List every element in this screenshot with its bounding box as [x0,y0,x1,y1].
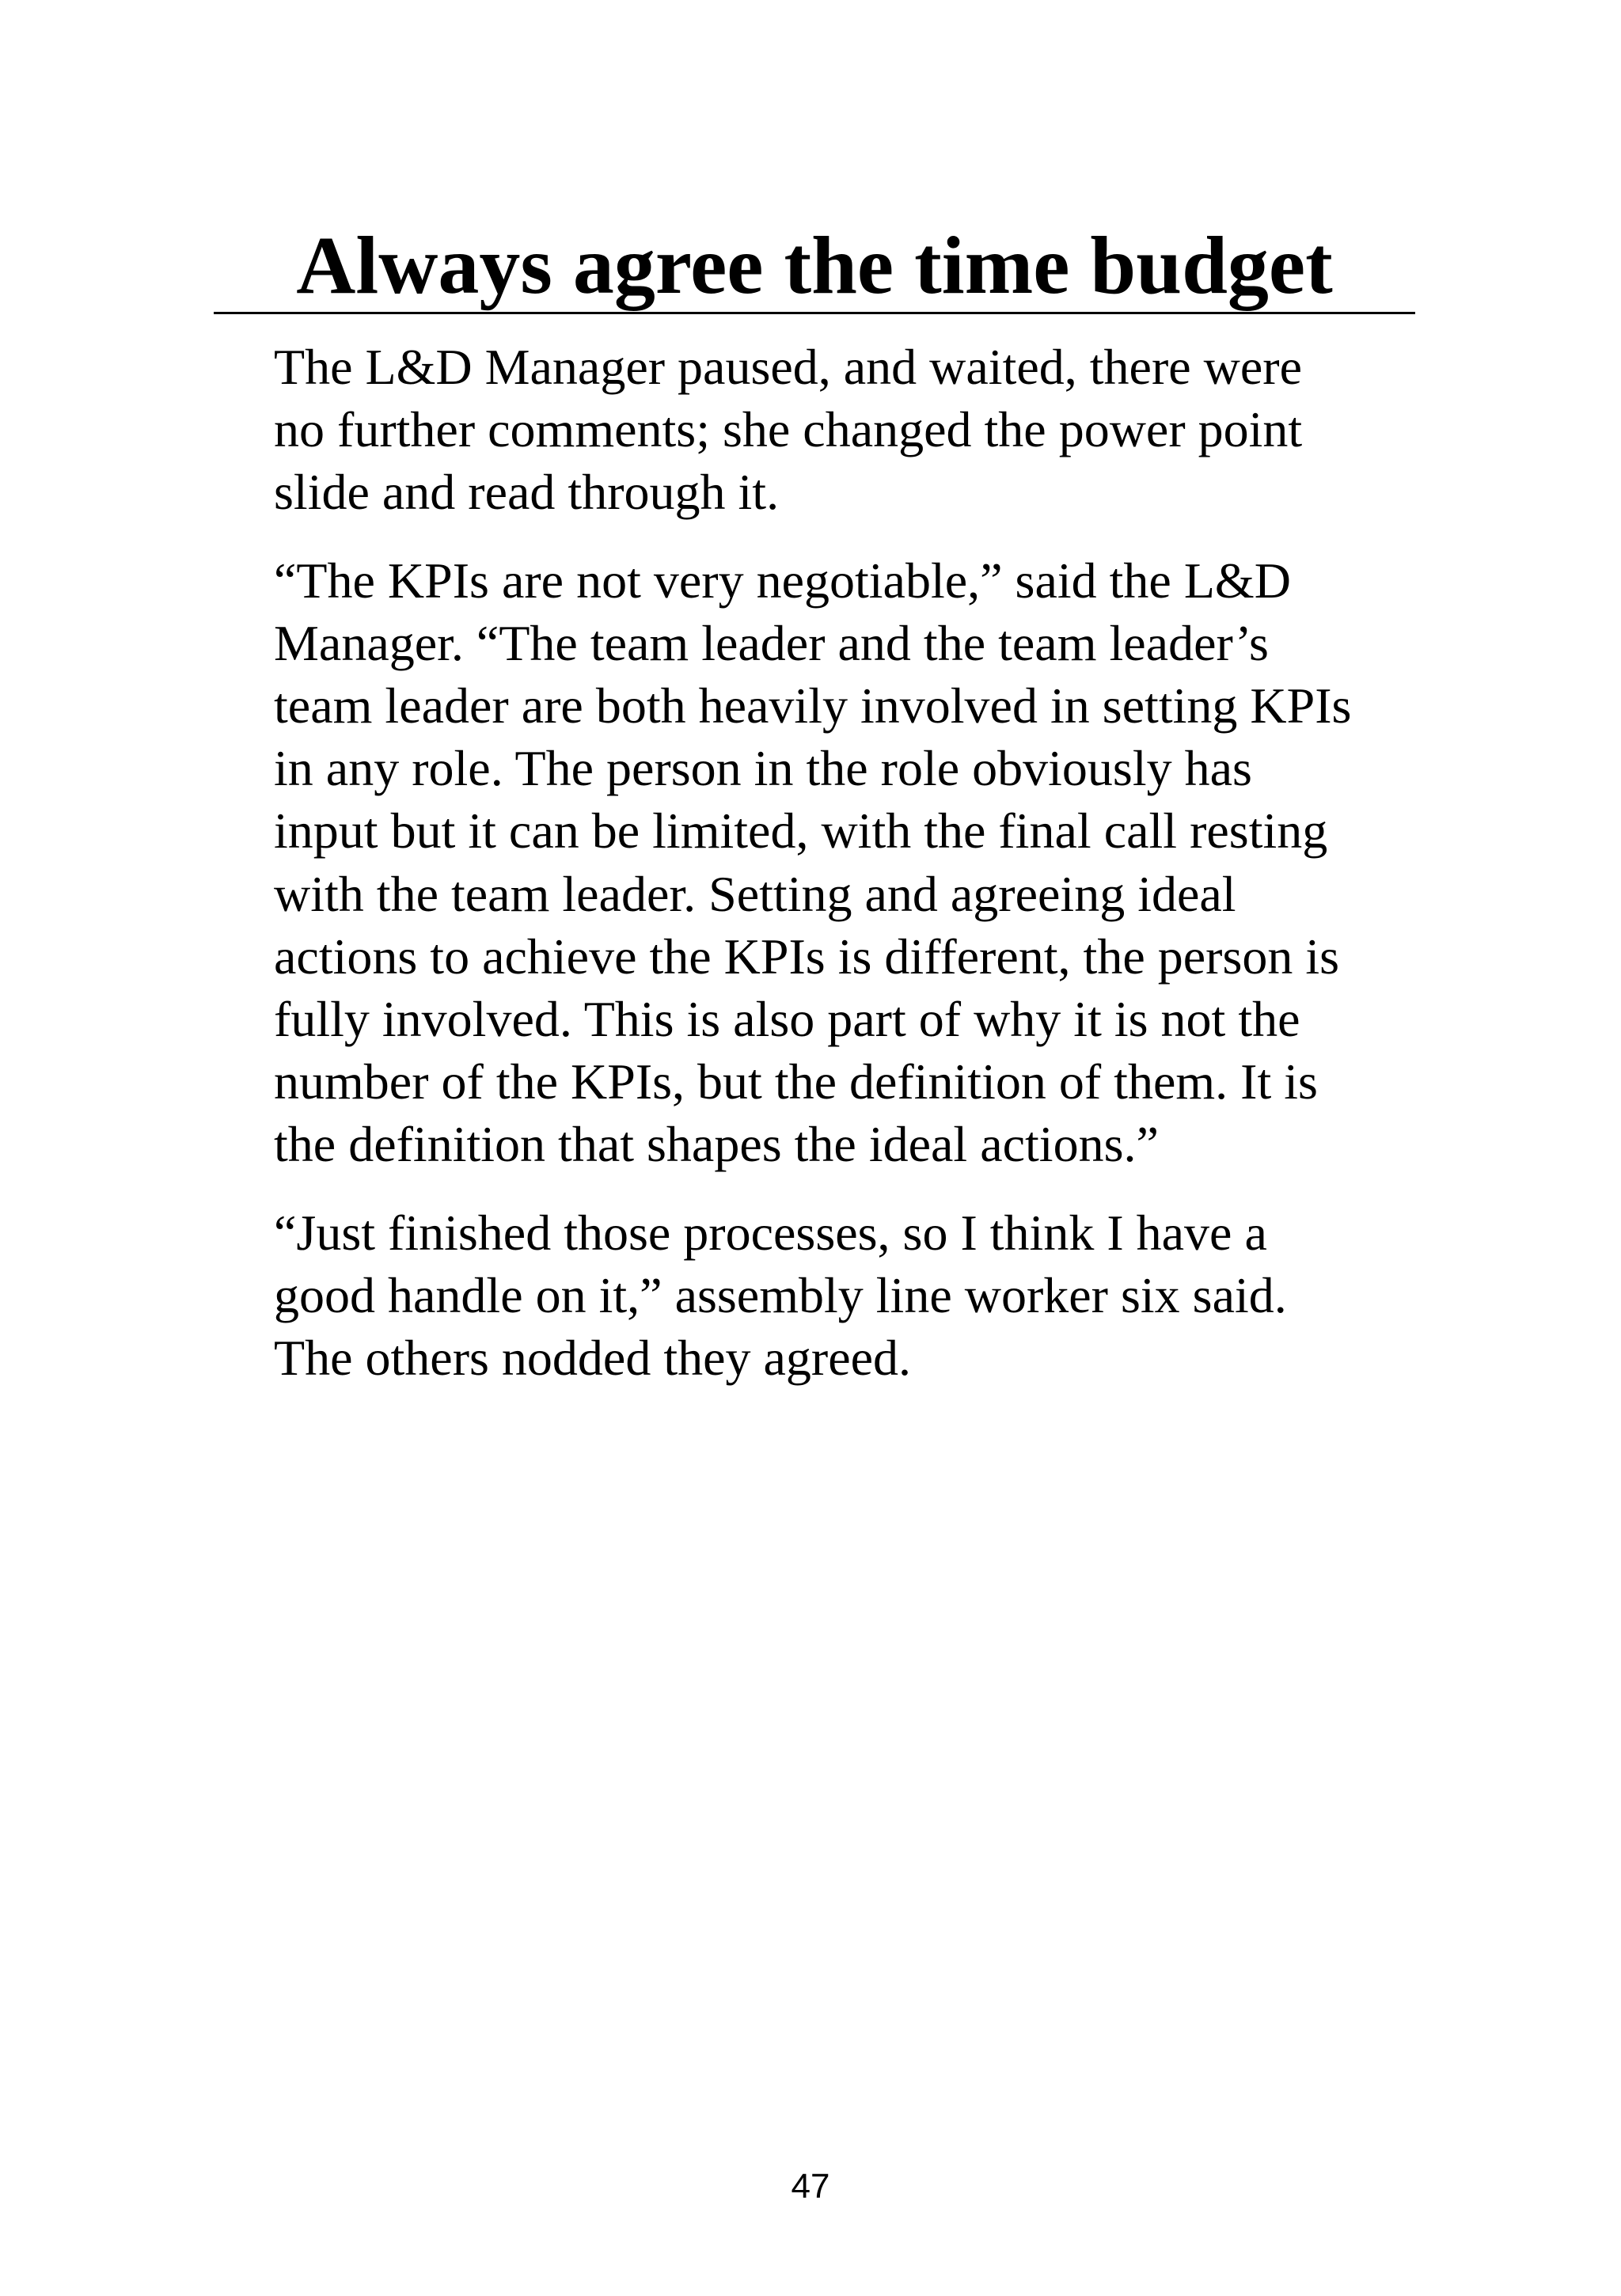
text-line: The others nodded they agreed. [274,1330,912,1387]
chapter-heading: Always agree the time budget [296,220,1333,311]
text-line: in any role. The person in the role obviously has [274,740,1252,797]
paragraph [220,336,1407,524]
text-line: input but it can be limited, with the final call resting [274,803,1328,860]
text-line: slide and read through it. [274,464,780,521]
paragraph [220,1201,1407,1390]
paragraph [220,549,1407,1176]
text-line: fully involved. This is also part of why it is not the [274,991,1300,1048]
text-line: team leader are both heavily involved in setting KPIs [274,677,1352,734]
heading-rule [214,312,1415,314]
text-line: The L&D Manager paused, and waited, there were [274,339,1302,395]
text-line: with the team leader. Setting and agreeing ideal [274,865,1236,922]
text-line: “The KPIs are not very negotiable,” said the L&D [274,552,1291,609]
body-text [220,336,1407,1414]
text-line: good handle on it,” assembly line worker six said. [274,1266,1287,1323]
text-line: the definition that shapes the ideal actions.” [274,1116,1159,1173]
text-line: no further comments; she changed the power point [274,401,1303,458]
page-number: 47 [791,2167,830,2206]
text-line: actions to achieve the KPIs is different, the person is [274,928,1340,985]
text-line: Manager. “The team leader and the team leader’s [274,614,1269,671]
text-line: number of the KPIs, but the definition of them. It is [274,1053,1318,1110]
text-line: “Just finished those processes, so I think I have a [274,1204,1267,1261]
